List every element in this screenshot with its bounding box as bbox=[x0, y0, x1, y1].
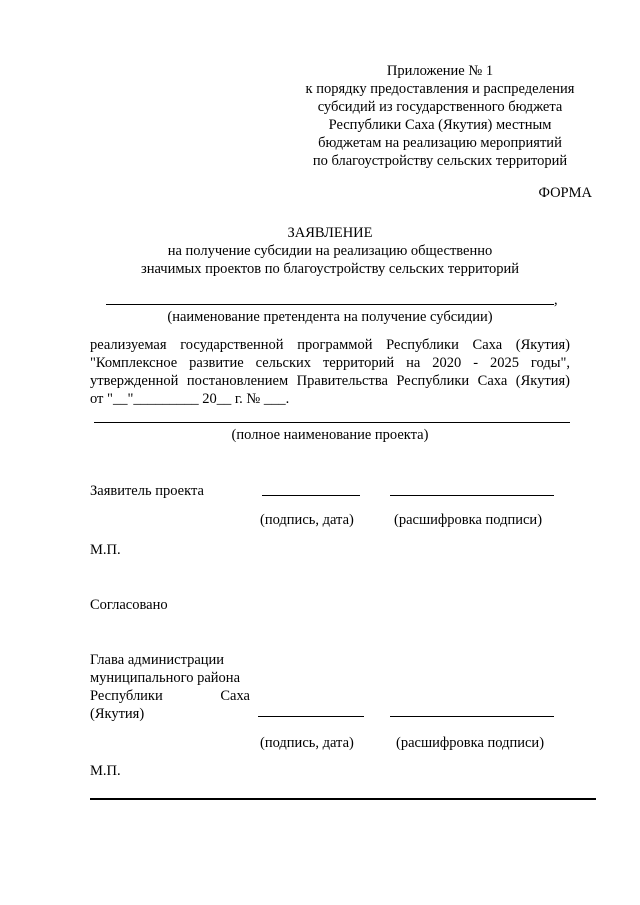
title-line: на получение субсидии на реализацию общественно bbox=[167, 243, 493, 259]
title-heading: ЗАЯВЛЕНИЕ bbox=[287, 225, 373, 241]
body-paragraph bbox=[90, 336, 570, 408]
body-line: "Комплексное развитие сельских территорий на 2020 - 2025 годы", bbox=[90, 355, 570, 371]
label-word: Саха bbox=[220, 688, 250, 704]
head-signature-line[interactable] bbox=[258, 716, 364, 717]
label-line: муниципального района bbox=[90, 670, 240, 686]
form-label: ФОРМА bbox=[538, 185, 592, 201]
document-title bbox=[90, 224, 570, 278]
head-of-administration-label bbox=[90, 651, 250, 723]
appendix-line: Приложение № 1 bbox=[386, 63, 494, 79]
applicant-comma: , bbox=[554, 292, 558, 308]
label-line: (Якутия) bbox=[90, 706, 145, 722]
project-caption: (полное наименование проекта) bbox=[231, 427, 429, 443]
sign-date-caption: (подпись, дата) bbox=[260, 735, 354, 751]
decode-caption: (расшифровка подписи) bbox=[394, 512, 543, 528]
project-name-line[interactable] bbox=[94, 422, 570, 423]
appendix-line: субсидий из государственного бюджета bbox=[317, 99, 563, 115]
appendix-header bbox=[290, 62, 590, 170]
decode-caption: (расшифровка подписи) bbox=[396, 735, 545, 751]
sign-date-caption: (подпись, дата) bbox=[260, 512, 354, 528]
appendix-line: по благоустройству сельских территорий bbox=[312, 153, 568, 169]
body-line: утвержденной постановлением Правительства Республики Саха (Якутия) bbox=[90, 373, 570, 389]
applicant-decode-line[interactable] bbox=[390, 495, 554, 496]
appendix-line: бюджетам на реализацию мероприятий bbox=[318, 135, 562, 151]
bottom-divider bbox=[90, 798, 596, 800]
body-line: от "__"_________ 20__ г. № ___. bbox=[90, 391, 290, 407]
title-line: значимых проектов по благоустройству сельских территорий bbox=[140, 261, 520, 277]
appendix-line: Республики Саха (Якутия) местным bbox=[328, 117, 552, 133]
body-line: реализуемая государственной программой Республики Саха (Якутия) bbox=[90, 337, 570, 353]
applicant-name-line[interactable] bbox=[106, 304, 554, 305]
stamp-label: М.П. bbox=[90, 542, 121, 558]
stamp-label: М.П. bbox=[90, 763, 121, 779]
label-word: Республики bbox=[90, 688, 163, 704]
applicant-signature-line[interactable] bbox=[262, 495, 360, 496]
applicant-caption: (наименование претендента на получение субсидии) bbox=[167, 309, 493, 325]
agreed-label: Согласовано bbox=[90, 597, 168, 613]
appendix-line: к порядку предоставления и распределения bbox=[305, 81, 575, 97]
applicant-label: Заявитель проекта bbox=[90, 483, 204, 499]
head-decode-line[interactable] bbox=[390, 716, 554, 717]
label-line: Главa администрации bbox=[90, 652, 225, 668]
label-line bbox=[90, 687, 250, 705]
